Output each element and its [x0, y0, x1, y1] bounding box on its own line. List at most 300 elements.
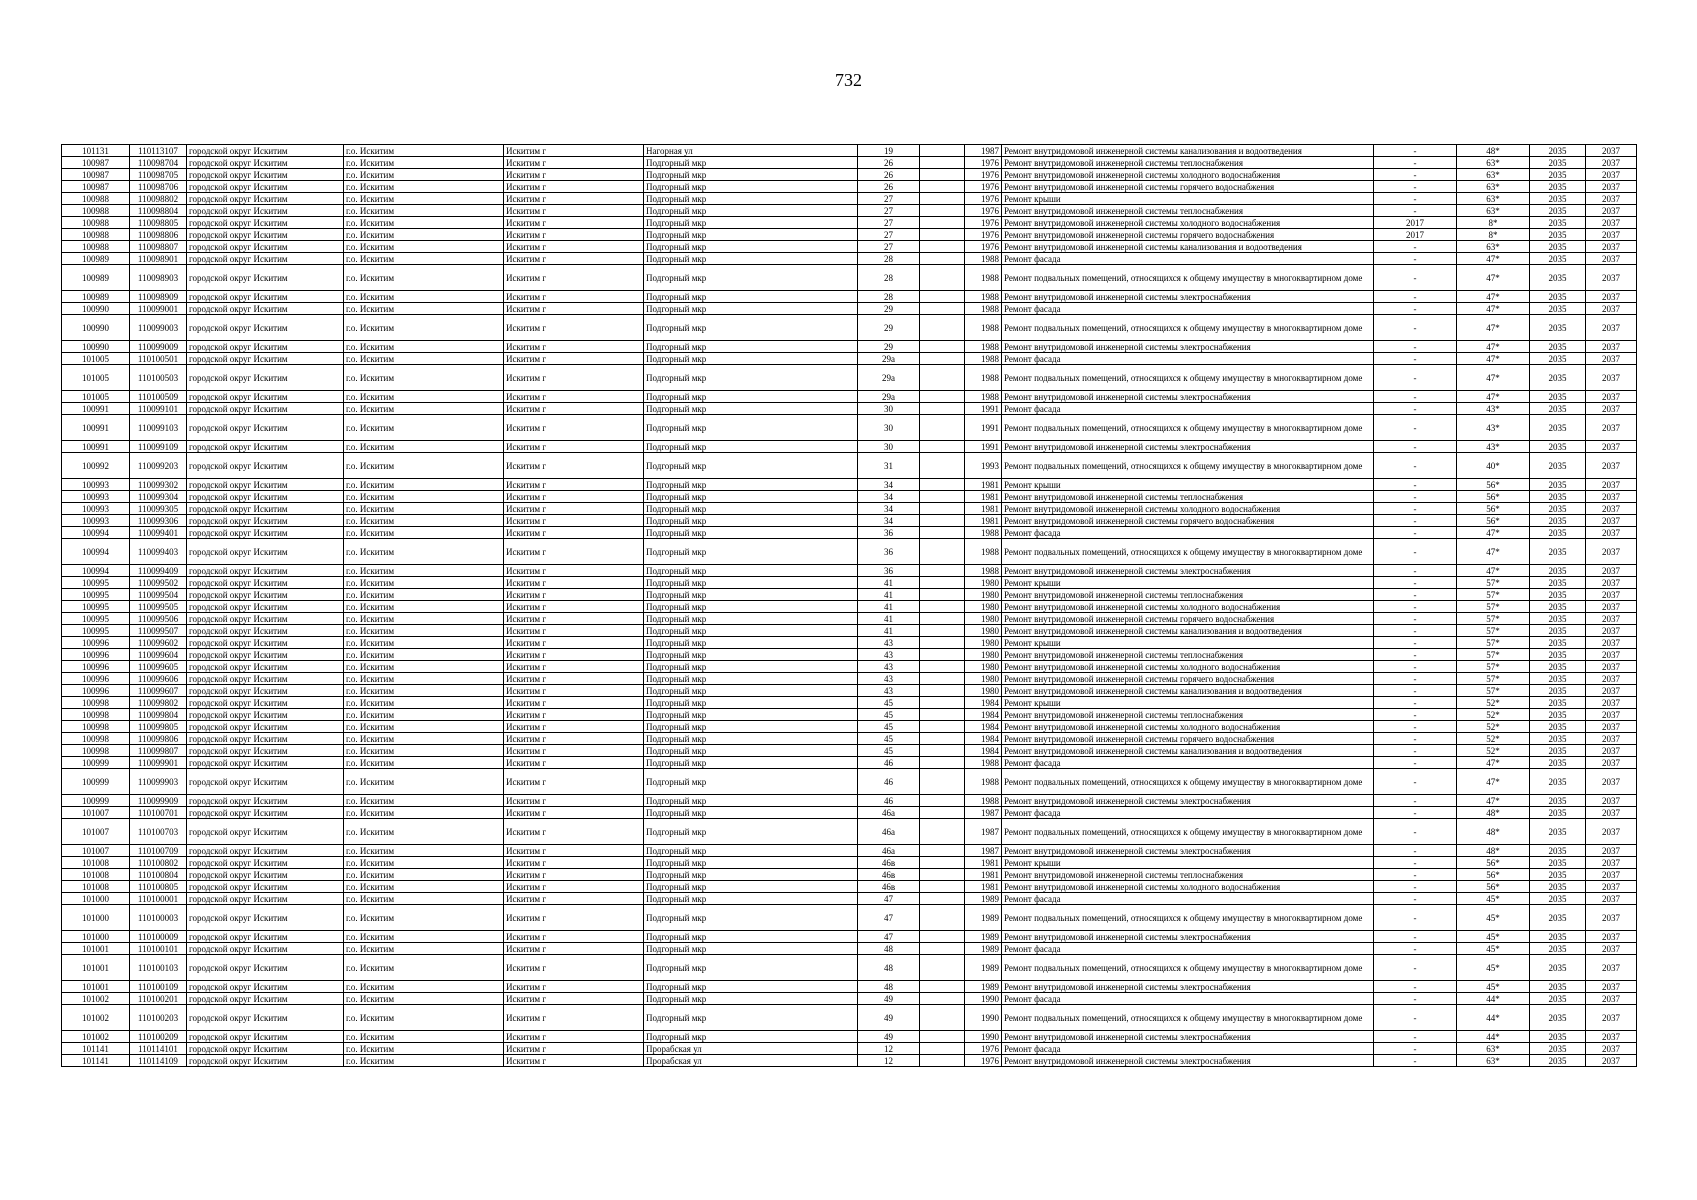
previous-repair-cell: - [1374, 565, 1457, 577]
table-row [62, 205, 1637, 217]
plan-start-cell: 2035 [1530, 625, 1586, 637]
table-row [62, 265, 1637, 291]
house-number-cell: 27 [858, 229, 920, 241]
table-row [62, 905, 1637, 931]
building-cell [920, 415, 965, 441]
object-id-cell: 100991 [62, 441, 130, 453]
house-number-cell: 26 [858, 169, 920, 181]
wear-percent-cell: 48* [1457, 819, 1530, 845]
municipality-cell: г.о. Искитим [344, 365, 504, 391]
table-row [62, 601, 1637, 613]
plan-end-cell: 2037 [1586, 893, 1637, 905]
house-number-cell: 12 [858, 1043, 920, 1055]
year-built-cell: 1976 [965, 181, 1002, 193]
plan-start-cell: 2035 [1530, 1005, 1586, 1031]
building-cell [920, 217, 965, 229]
table-row [62, 709, 1637, 721]
previous-repair-cell: - [1374, 943, 1457, 955]
plan-start-cell: 2035 [1530, 601, 1586, 613]
street-cell: Подгорный мкр [644, 601, 858, 613]
object-id-cell: 101008 [62, 881, 130, 893]
street-cell: Подгорный мкр [644, 745, 858, 757]
house-number-cell: 47 [858, 905, 920, 931]
work-id-cell: 110099109 [130, 441, 187, 453]
plan-start-cell: 2035 [1530, 353, 1586, 365]
previous-repair-cell: - [1374, 637, 1457, 649]
year-built-cell: 1981 [965, 491, 1002, 503]
settlement-cell: Искитим г [504, 589, 644, 601]
settlement-cell: Искитим г [504, 229, 644, 241]
settlement-cell: Искитим г [504, 1005, 644, 1031]
street-cell: Подгорный мкр [644, 1031, 858, 1043]
table-row [62, 943, 1637, 955]
year-built-cell: 1989 [965, 905, 1002, 931]
settlement-cell: Искитим г [504, 491, 644, 503]
work-type-cell: Ремонт внутридомовой инженерной системы теплоснабжения [1002, 869, 1374, 881]
previous-repair-cell: - [1374, 881, 1457, 893]
building-cell [920, 1005, 965, 1031]
house-number-cell: 46а [858, 807, 920, 819]
work-type-cell: Ремонт крыши [1002, 637, 1374, 649]
work-type-cell: Ремонт фасада [1002, 993, 1374, 1005]
work-id-cell: 110100209 [130, 1031, 187, 1043]
previous-repair-cell: - [1374, 391, 1457, 403]
table-row [62, 931, 1637, 943]
table-row [62, 157, 1637, 169]
plan-end-cell: 2037 [1586, 1043, 1637, 1055]
table-row [62, 881, 1637, 893]
building-cell [920, 229, 965, 241]
object-id-cell: 100998 [62, 697, 130, 709]
municipal-district-cell: городской округ Искитим [187, 819, 344, 845]
plan-end-cell: 2037 [1586, 589, 1637, 601]
house-number-cell: 46а [858, 819, 920, 845]
year-built-cell: 1988 [965, 303, 1002, 315]
wear-percent-cell: 57* [1457, 649, 1530, 661]
wear-percent-cell: 48* [1457, 807, 1530, 819]
plan-end-cell: 2037 [1586, 145, 1637, 157]
table-row [62, 341, 1637, 353]
wear-percent-cell: 52* [1457, 745, 1530, 757]
municipality-cell: г.о. Искитим [344, 795, 504, 807]
year-built-cell: 1989 [965, 931, 1002, 943]
year-built-cell: 1980 [965, 685, 1002, 697]
year-built-cell: 1981 [965, 857, 1002, 869]
building-cell [920, 527, 965, 539]
wear-percent-cell: 57* [1457, 577, 1530, 589]
plan-end-cell: 2037 [1586, 613, 1637, 625]
work-id-cell: 110098805 [130, 217, 187, 229]
settlement-cell: Искитим г [504, 503, 644, 515]
previous-repair-cell: - [1374, 661, 1457, 673]
plan-start-cell: 2035 [1530, 745, 1586, 757]
year-built-cell: 1989 [965, 893, 1002, 905]
work-type-cell: Ремонт внутридомовой инженерной системы канализования и водоотведения [1002, 625, 1374, 637]
house-number-cell: 49 [858, 993, 920, 1005]
street-cell: Подгорный мкр [644, 527, 858, 539]
plan-start-cell: 2035 [1530, 685, 1586, 697]
object-id-cell: 100990 [62, 315, 130, 341]
table-row [62, 1055, 1637, 1067]
previous-repair-cell: - [1374, 589, 1457, 601]
plan-end-cell: 2037 [1586, 661, 1637, 673]
settlement-cell: Искитим г [504, 353, 644, 365]
municipality-cell: г.о. Искитим [344, 661, 504, 673]
wear-percent-cell: 47* [1457, 341, 1530, 353]
wear-percent-cell: 47* [1457, 265, 1530, 291]
building-cell [920, 893, 965, 905]
house-number-cell: 29а [858, 353, 920, 365]
plan-start-cell: 2035 [1530, 315, 1586, 341]
previous-repair-cell: - [1374, 441, 1457, 453]
settlement-cell: Искитим г [504, 527, 644, 539]
municipality-cell: г.о. Искитим [344, 673, 504, 685]
year-built-cell: 1987 [965, 819, 1002, 845]
work-id-cell: 110099909 [130, 795, 187, 807]
plan-end-cell: 2037 [1586, 341, 1637, 353]
municipal-district-cell: городской округ Искитим [187, 589, 344, 601]
plan-start-cell: 2035 [1530, 253, 1586, 265]
work-id-cell: 110098901 [130, 253, 187, 265]
work-id-cell: 110098903 [130, 265, 187, 291]
plan-end-cell: 2037 [1586, 315, 1637, 341]
house-number-cell: 19 [858, 145, 920, 157]
work-type-cell: Ремонт крыши [1002, 697, 1374, 709]
year-built-cell: 1984 [965, 697, 1002, 709]
municipality-cell: г.о. Искитим [344, 881, 504, 893]
building-cell [920, 637, 965, 649]
previous-repair-cell: - [1374, 981, 1457, 993]
plan-end-cell: 2037 [1586, 819, 1637, 845]
municipal-district-cell: городской округ Искитим [187, 503, 344, 515]
street-cell: Прорабская ул [644, 1055, 858, 1067]
wear-percent-cell: 47* [1457, 527, 1530, 539]
year-built-cell: 1989 [965, 981, 1002, 993]
plan-end-cell: 2037 [1586, 601, 1637, 613]
municipality-cell: г.о. Искитим [344, 169, 504, 181]
house-number-cell: 27 [858, 217, 920, 229]
work-id-cell: 110100501 [130, 353, 187, 365]
settlement-cell: Искитим г [504, 453, 644, 479]
street-cell: Подгорный мкр [644, 589, 858, 601]
year-built-cell: 1988 [965, 253, 1002, 265]
plan-end-cell: 2037 [1586, 955, 1637, 981]
object-id-cell: 100991 [62, 415, 130, 441]
plan-end-cell: 2037 [1586, 193, 1637, 205]
building-cell [920, 169, 965, 181]
year-built-cell: 1976 [965, 241, 1002, 253]
previous-repair-cell: - [1374, 157, 1457, 169]
object-id-cell: 100989 [62, 253, 130, 265]
settlement-cell: Искитим г [504, 365, 644, 391]
municipal-district-cell: городской округ Искитим [187, 601, 344, 613]
object-id-cell: 100989 [62, 291, 130, 303]
work-id-cell: 110100109 [130, 981, 187, 993]
work-id-cell: 110114109 [130, 1055, 187, 1067]
plan-end-cell: 2037 [1586, 453, 1637, 479]
work-type-cell: Ремонт подвальных помещений, относящихся к общему имуществу в многоквартирном доме [1002, 955, 1374, 981]
street-cell: Подгорный мкр [644, 453, 858, 479]
municipal-district-cell: городской округ Искитим [187, 769, 344, 795]
street-cell: Подгорный мкр [644, 709, 858, 721]
work-type-cell: Ремонт внутридомовой инженерной системы холодного водоснабжения [1002, 503, 1374, 515]
house-number-cell: 43 [858, 637, 920, 649]
settlement-cell: Искитим г [504, 253, 644, 265]
plan-end-cell: 2037 [1586, 697, 1637, 709]
work-id-cell: 110100203 [130, 1005, 187, 1031]
settlement-cell: Искитим г [504, 601, 644, 613]
work-id-cell: 110099403 [130, 539, 187, 565]
plan-start-cell: 2035 [1530, 515, 1586, 527]
municipal-district-cell: городской округ Искитим [187, 1043, 344, 1055]
municipality-cell: г.о. Искитим [344, 315, 504, 341]
municipal-district-cell: городской округ Искитим [187, 795, 344, 807]
object-id-cell: 100988 [62, 229, 130, 241]
plan-start-cell: 2035 [1530, 673, 1586, 685]
settlement-cell: Искитим г [504, 881, 644, 893]
object-id-cell: 100988 [62, 241, 130, 253]
street-cell: Подгорный мкр [644, 931, 858, 943]
table-body [62, 145, 1637, 1067]
municipality-cell: г.о. Искитим [344, 931, 504, 943]
building-cell [920, 905, 965, 931]
municipal-district-cell: городской округ Искитим [187, 733, 344, 745]
work-type-cell: Ремонт внутридомовой инженерной системы холодного водоснабжения [1002, 217, 1374, 229]
settlement-cell: Искитим г [504, 415, 644, 441]
municipal-district-cell: городской округ Искитим [187, 697, 344, 709]
year-built-cell: 1980 [965, 661, 1002, 673]
municipality-cell: г.о. Искитим [344, 649, 504, 661]
municipality-cell: г.о. Искитим [344, 527, 504, 539]
municipal-district-cell: городской округ Искитим [187, 673, 344, 685]
work-id-cell: 110099607 [130, 685, 187, 697]
municipality-cell: г.о. Искитим [344, 503, 504, 515]
street-cell: Подгорный мкр [644, 539, 858, 565]
work-type-cell: Ремонт фасада [1002, 303, 1374, 315]
plan-start-cell: 2035 [1530, 265, 1586, 291]
work-id-cell: 110100701 [130, 807, 187, 819]
previous-repair-cell: - [1374, 169, 1457, 181]
plan-end-cell: 2037 [1586, 539, 1637, 565]
house-number-cell: 45 [858, 697, 920, 709]
plan-start-cell: 2035 [1530, 241, 1586, 253]
settlement-cell: Искитим г [504, 315, 644, 341]
previous-repair-cell: - [1374, 515, 1457, 527]
building-cell [920, 181, 965, 193]
plan-start-cell: 2035 [1530, 819, 1586, 845]
year-built-cell: 1980 [965, 589, 1002, 601]
work-type-cell: Ремонт внутридомовой инженерной системы холодного водоснабжения [1002, 661, 1374, 673]
street-cell: Подгорный мкр [644, 697, 858, 709]
year-built-cell: 1976 [965, 1043, 1002, 1055]
object-id-cell: 100998 [62, 733, 130, 745]
building-cell [920, 721, 965, 733]
municipal-district-cell: городской округ Искитим [187, 745, 344, 757]
plan-start-cell: 2035 [1530, 157, 1586, 169]
street-cell: Подгорный мкр [644, 757, 858, 769]
plan-end-cell: 2037 [1586, 721, 1637, 733]
wear-percent-cell: 47* [1457, 769, 1530, 795]
year-built-cell: 1976 [965, 169, 1002, 181]
plan-end-cell: 2037 [1586, 807, 1637, 819]
street-cell: Подгорный мкр [644, 303, 858, 315]
work-id-cell: 110099903 [130, 769, 187, 795]
settlement-cell: Искитим г [504, 955, 644, 981]
municipal-district-cell: городской округ Искитим [187, 403, 344, 415]
plan-end-cell: 2037 [1586, 503, 1637, 515]
municipal-district-cell: городской округ Искитим [187, 391, 344, 403]
previous-repair-cell: - [1374, 893, 1457, 905]
house-number-cell: 28 [858, 291, 920, 303]
street-cell: Подгорный мкр [644, 857, 858, 869]
work-type-cell: Ремонт внутридомовой инженерной системы электроснабжения [1002, 1055, 1374, 1067]
municipal-district-cell: городской округ Искитим [187, 365, 344, 391]
work-type-cell: Ремонт внутридомовой инженерной системы горячего водоснабжения [1002, 613, 1374, 625]
house-number-cell: 29а [858, 365, 920, 391]
year-built-cell: 1988 [965, 795, 1002, 807]
work-type-cell: Ремонт фасада [1002, 893, 1374, 905]
settlement-cell: Искитим г [504, 479, 644, 491]
municipality-cell: г.о. Искитим [344, 819, 504, 845]
house-number-cell: 46 [858, 769, 920, 795]
work-id-cell: 110099805 [130, 721, 187, 733]
wear-percent-cell: 40* [1457, 453, 1530, 479]
work-type-cell: Ремонт внутридомовой инженерной системы электроснабжения [1002, 1031, 1374, 1043]
municipality-cell: г.о. Искитим [344, 441, 504, 453]
municipality-cell: г.о. Искитим [344, 589, 504, 601]
previous-repair-cell: - [1374, 453, 1457, 479]
plan-end-cell: 2037 [1586, 673, 1637, 685]
house-number-cell: 34 [858, 491, 920, 503]
year-built-cell: 1976 [965, 229, 1002, 241]
previous-repair-cell: - [1374, 341, 1457, 353]
building-cell [920, 869, 965, 881]
previous-repair-cell: - [1374, 769, 1457, 795]
object-id-cell: 100994 [62, 565, 130, 577]
municipal-district-cell: городской округ Искитим [187, 845, 344, 857]
plan-start-cell: 2035 [1530, 931, 1586, 943]
plan-end-cell: 2037 [1586, 757, 1637, 769]
settlement-cell: Искитим г [504, 661, 644, 673]
year-built-cell: 1980 [965, 601, 1002, 613]
object-id-cell: 100996 [62, 685, 130, 697]
work-type-cell: Ремонт внутридомовой инженерной системы канализования и водоотведения [1002, 745, 1374, 757]
plan-start-cell: 2035 [1530, 415, 1586, 441]
work-type-cell: Ремонт подвальных помещений, относящихся к общему имуществу в многоквартирном доме [1002, 905, 1374, 931]
work-type-cell: Ремонт подвальных помещений, относящихся к общему имуществу в многоквартирном доме [1002, 315, 1374, 341]
municipal-district-cell: городской округ Искитим [187, 353, 344, 365]
work-type-cell: Ремонт внутридомовой инженерной системы теплоснабжения [1002, 205, 1374, 217]
street-cell: Прорабская ул [644, 1043, 858, 1055]
settlement-cell: Искитим г [504, 943, 644, 955]
building-cell [920, 709, 965, 721]
municipal-district-cell: городской округ Искитим [187, 893, 344, 905]
year-built-cell: 1990 [965, 1005, 1002, 1031]
street-cell: Подгорный мкр [644, 241, 858, 253]
settlement-cell: Искитим г [504, 857, 644, 869]
table-row [62, 857, 1637, 869]
previous-repair-cell: - [1374, 193, 1457, 205]
municipal-district-cell: городской округ Искитим [187, 1005, 344, 1031]
building-cell [920, 943, 965, 955]
municipal-district-cell: городской округ Искитим [187, 193, 344, 205]
year-built-cell: 1987 [965, 845, 1002, 857]
municipal-district-cell: городской округ Искитим [187, 217, 344, 229]
street-cell: Подгорный мкр [644, 649, 858, 661]
street-cell: Подгорный мкр [644, 479, 858, 491]
house-number-cell: 45 [858, 721, 920, 733]
plan-end-cell: 2037 [1586, 241, 1637, 253]
building-cell [920, 649, 965, 661]
plan-start-cell: 2035 [1530, 503, 1586, 515]
street-cell: Подгорный мкр [644, 315, 858, 341]
table-row [62, 253, 1637, 265]
street-cell: Подгорный мкр [644, 1005, 858, 1031]
object-id-cell: 101001 [62, 943, 130, 955]
settlement-cell: Искитим г [504, 577, 644, 589]
object-id-cell: 101001 [62, 955, 130, 981]
building-cell [920, 931, 965, 943]
year-built-cell: 1988 [965, 391, 1002, 403]
work-type-cell: Ремонт подвальных помещений, относящихся к общему имуществу в многоквартирном доме [1002, 819, 1374, 845]
municipality-cell: г.о. Искитим [344, 241, 504, 253]
building-cell [920, 845, 965, 857]
work-type-cell: Ремонт подвальных помещений, относящихся к общему имуществу в многоквартирном доме [1002, 265, 1374, 291]
table-row [62, 565, 1637, 577]
plan-start-cell: 2035 [1530, 565, 1586, 577]
work-id-cell: 110099306 [130, 515, 187, 527]
street-cell: Подгорный мкр [644, 673, 858, 685]
year-built-cell: 1988 [965, 315, 1002, 341]
plan-end-cell: 2037 [1586, 303, 1637, 315]
plan-start-cell: 2035 [1530, 1043, 1586, 1055]
plan-end-cell: 2037 [1586, 981, 1637, 993]
year-built-cell: 1976 [965, 205, 1002, 217]
year-built-cell: 1988 [965, 365, 1002, 391]
street-cell: Подгорный мкр [644, 721, 858, 733]
previous-repair-cell: - [1374, 709, 1457, 721]
settlement-cell: Искитим г [504, 391, 644, 403]
work-type-cell: Ремонт внутридомовой инженерной системы теплоснабжения [1002, 589, 1374, 601]
house-number-cell: 45 [858, 745, 920, 757]
work-id-cell: 110099009 [130, 341, 187, 353]
plan-start-cell: 2035 [1530, 193, 1586, 205]
plan-end-cell: 2037 [1586, 943, 1637, 955]
settlement-cell: Искитим г [504, 993, 644, 1005]
object-id-cell: 100994 [62, 527, 130, 539]
municipal-district-cell: городской округ Искитим [187, 527, 344, 539]
street-cell: Подгорный мкр [644, 613, 858, 625]
object-id-cell: 100993 [62, 503, 130, 515]
settlement-cell: Искитим г [504, 905, 644, 931]
year-built-cell: 1984 [965, 721, 1002, 733]
municipality-cell: г.о. Искитим [344, 217, 504, 229]
plan-end-cell: 2037 [1586, 1031, 1637, 1043]
wear-percent-cell: 47* [1457, 315, 1530, 341]
plan-start-cell: 2035 [1530, 661, 1586, 673]
previous-repair-cell: - [1374, 539, 1457, 565]
wear-percent-cell: 44* [1457, 993, 1530, 1005]
settlement-cell: Искитим г [504, 441, 644, 453]
wear-percent-cell: 47* [1457, 565, 1530, 577]
settlement-cell: Искитим г [504, 673, 644, 685]
work-id-cell: 110099203 [130, 453, 187, 479]
municipality-cell: г.о. Искитим [344, 391, 504, 403]
previous-repair-cell: - [1374, 403, 1457, 415]
year-built-cell: 1981 [965, 869, 1002, 881]
building-cell [920, 697, 965, 709]
previous-repair-cell: - [1374, 1043, 1457, 1055]
